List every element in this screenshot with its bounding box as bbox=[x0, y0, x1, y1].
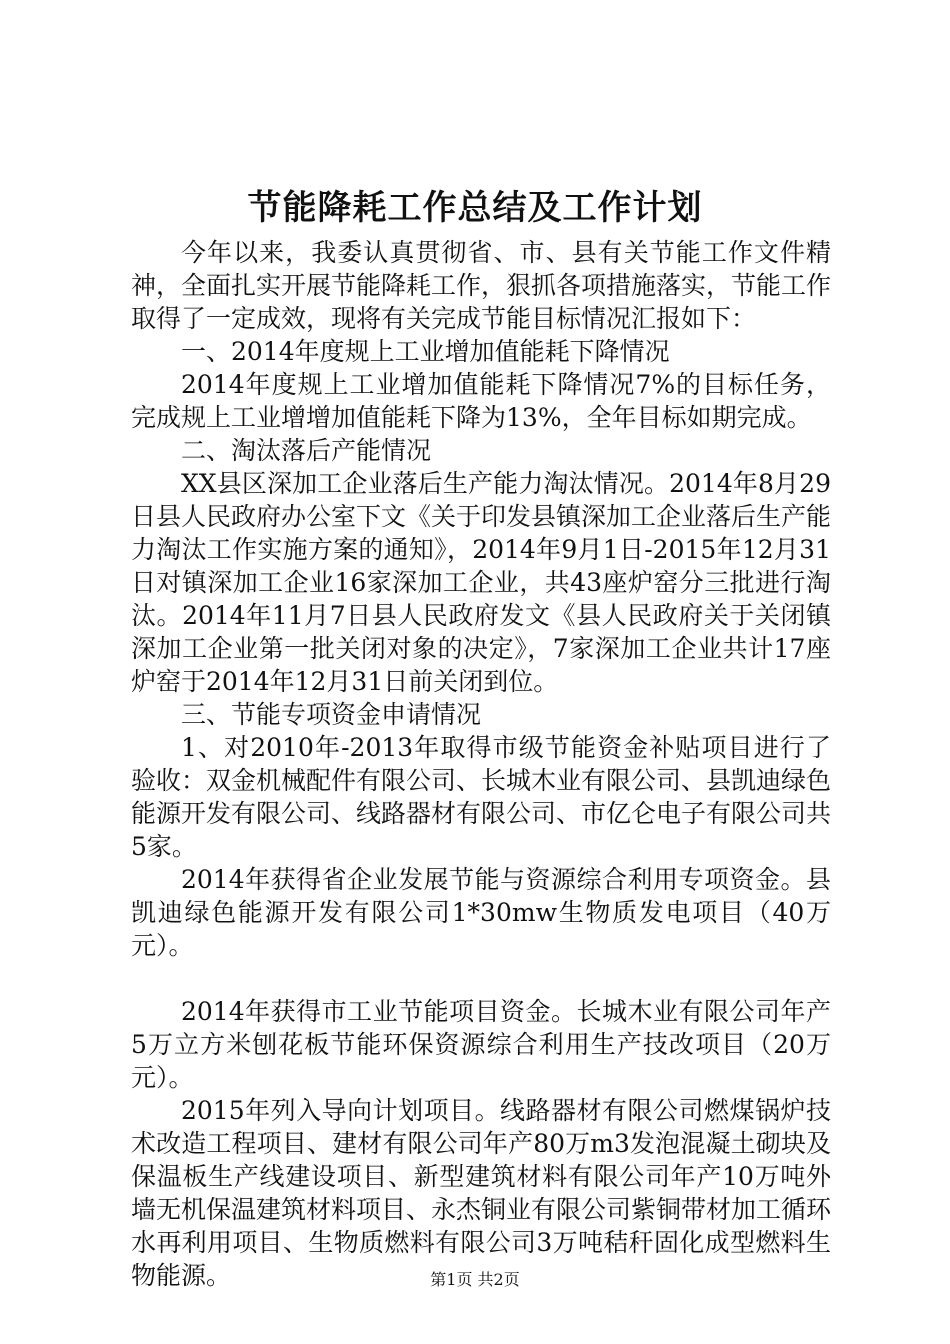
paragraph-energy-reduction: 2014年度规上工业增加值能耗下降情况7%的目标任务，完成规上工业增增加值能耗下降为13%，全年目标如期完成。 bbox=[131, 370, 831, 432]
paragraph-capacity-elimination: XX县区深加工企业落后生产能力淘汰情况。2014年8月29日县人民政府办公室下文《关于印发县镇深加工企业落后生产能力淘汰工作实施方案的通知》，2014年9月1日-2015年12月31日对镇深加工企业16家深加工企业，共43座炉窑分三批进行淘汰。2014年11月7日县人民政府发文《县人民政府关于关闭镇深加工企业第一批关闭对象的决定》，7家深加工企业共计17座炉窑于2014年12月31日前关闭到位。 bbox=[131, 469, 832, 696]
section-heading-3: 三、节能专项资金申请情况 bbox=[181, 700, 482, 729]
paragraph-fund-acceptance: 1、对2010年-2013年取得市级节能资金补贴项目进行了验收：双金机械配件有限公司、长城木业有限公司、县凯迪绿色能源开发有限公司、线路器材有限公司、市亿仑电子有限公司共5家。 bbox=[131, 733, 832, 861]
section-heading-2: 二、淘汰落后产能情况 bbox=[181, 436, 432, 465]
paragraph-city-fund: 2014年获得市工业节能项目资金。长城木业有限公司年产5万立方米刨花板节能环保资源综合利用生产技改项目（20万元）。 bbox=[131, 997, 831, 1092]
paragraph-provincial-fund: 2014年获得省企业发展节能与资源综合利用专项资金。县凯迪绿色能源开发有限公司1*30mw生物质发电项目（40万元）。 bbox=[131, 865, 831, 960]
paragraph-guided-projects: 2015年列入导向计划项目。线路器材有限公司燃煤锅炉技术改造工程项目、建材有限公司年产80万m3发泡混凝土砌块及保温板生产线建设项目、新型建筑材料有限公司年产10万吨外墙无机保温建筑材料项目、永杰铜业有限公司紫铜带材加工循环水再利用项目、生物质燃料有限公司3万吨秸秆固化成型燃料生物能源。 bbox=[131, 1096, 832, 1290]
document-body bbox=[131, 236, 831, 1292]
page-number: 第1页 共2页 bbox=[430, 1270, 520, 1289]
paragraph-intro: 今年以来，我委认真贯彻省、市、县有关节能工作文件精神，全面扎实开展节能降耗工作，狠抓各项措施落实，节能工作取得了一定成效，现将有关完成节能目标情况汇报如下： bbox=[131, 238, 832, 333]
section-heading-1: 一、2014年度规上工业增加值能耗下降情况 bbox=[181, 337, 670, 366]
document-title: 节能降耗工作总结及工作计划 bbox=[247, 188, 703, 228]
